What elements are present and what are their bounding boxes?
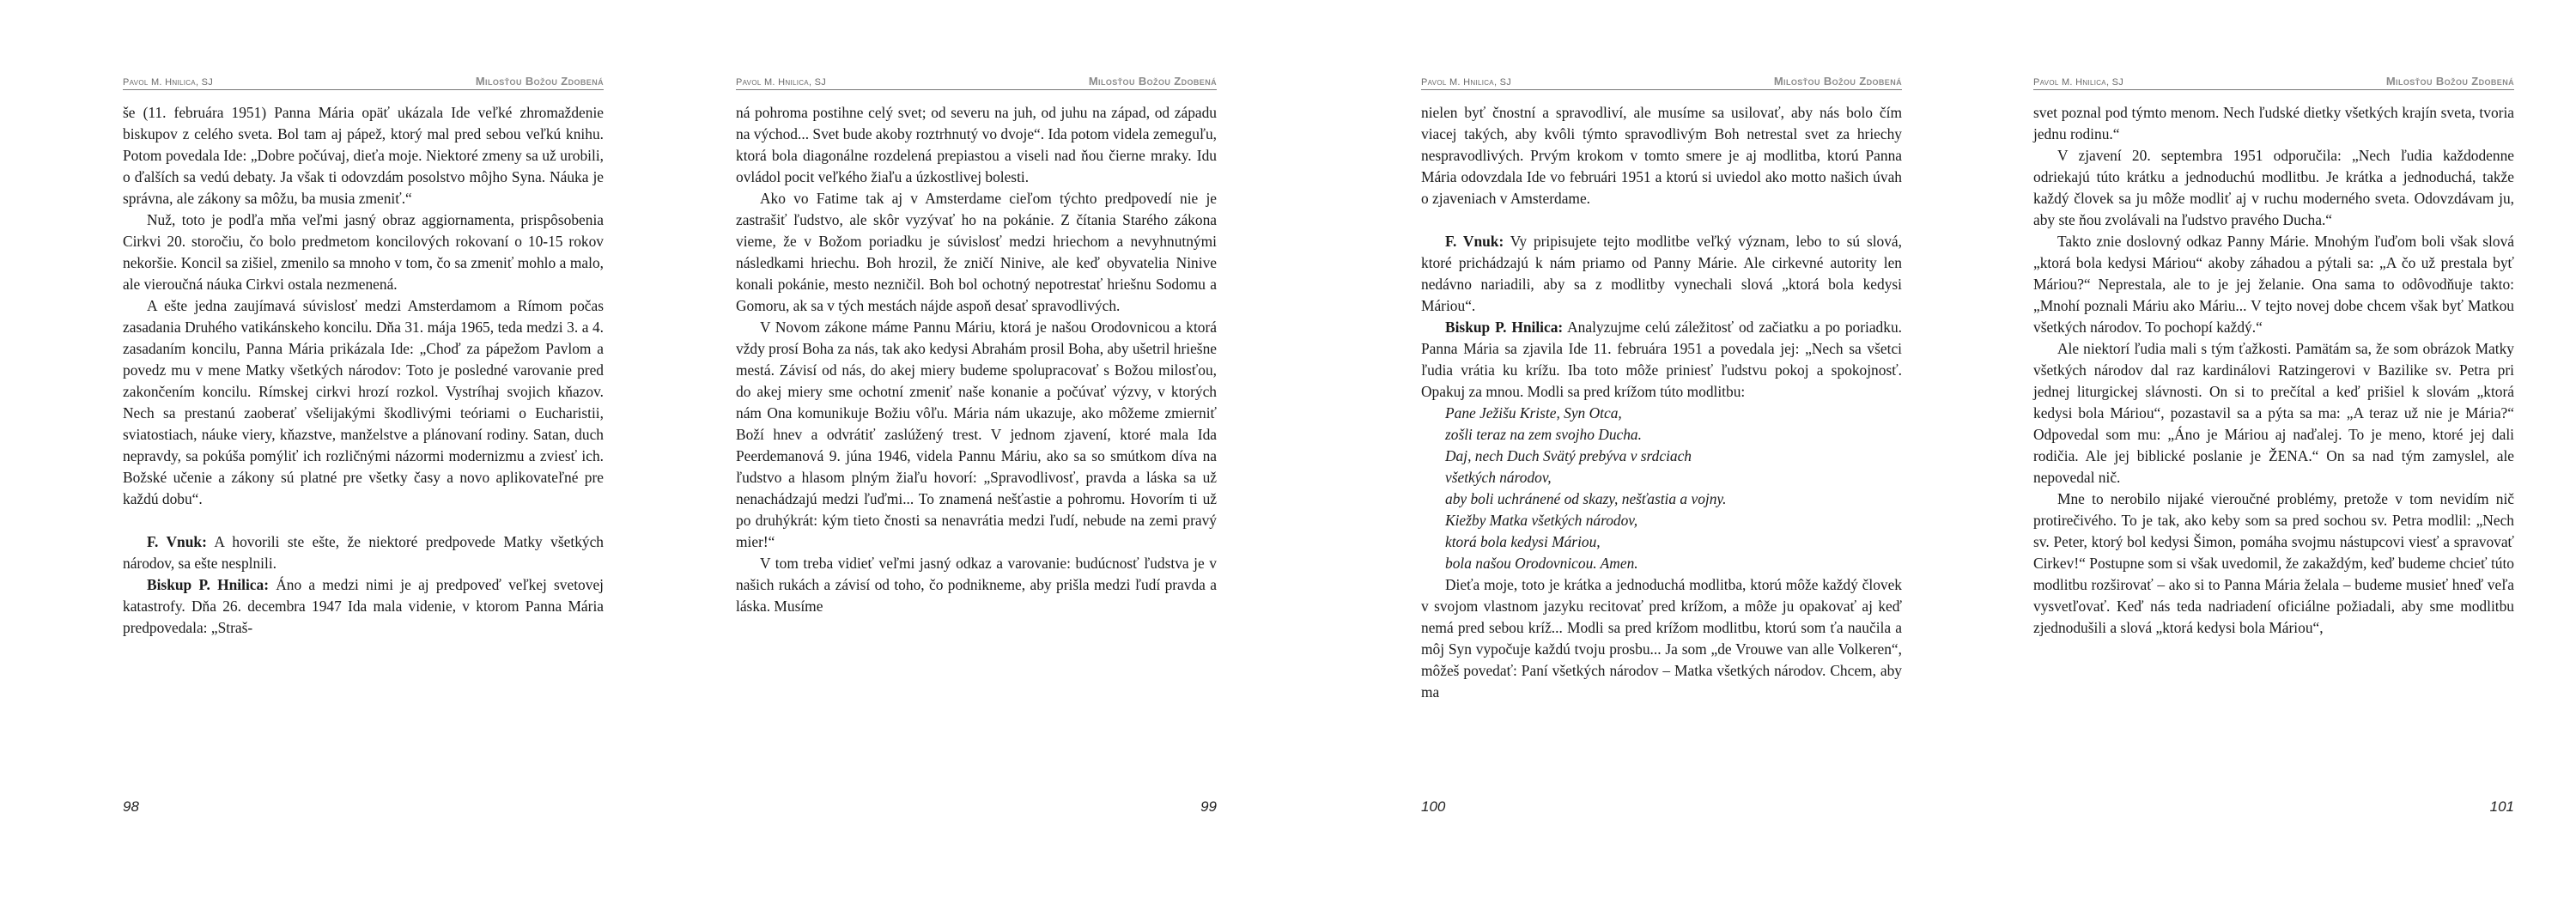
page-body — [736, 102, 1217, 617]
dialogue-paragraph — [1421, 231, 1902, 317]
header-book-title: Milosťou Božou Zdobená — [475, 75, 604, 88]
page-header — [123, 69, 604, 90]
paragraph: Mne to nerobilo nijaké vieroučné problémy, pretože v tom nevidím nič protirečivého. To je tak, ako keby som sa pred sochou sv. Petra modlil: „Nech sv. Peter, ktorý bol kedysi Šimon, pomáha svojmu nástupcovi viesť a spravovať Cirkev!“ Postupne som si však uvedomil, že zakaždým, keď budeme chcieť túto modlitbu rozširovať – ako si to Panna Mária želala – budeme musieť hneď veľa vysvetľovať. Keď nás teda nadriadení oficiálne požiadali, aby sme modlitbu zjednodušili a slová „ktorá kedysi bola Máriou“, — [2033, 490, 2514, 636]
page-body — [2033, 102, 2514, 639]
paragraph: svet poznal pod týmto menom. Nech ľudské dietky všetkých krajín sveta, tvoria jednu rodinu.“ — [2033, 104, 2514, 143]
paragraph: Ale niektorí ľudia mali s tým ťažkosti. Pamätám sa, že som obrázok Matky všetkých národov dal raz kardinálovi Ratzingerovi v Bazilike sv. Petra pri jednej liturgickej slávnosti. On si to prečítal a keď prišiel k slovám „ktorá kedysi bola Máriou“, pozastavil sa a pýta sa ma: „A teraz už nie je Mária?“ Odpovedal som mu: „Áno je Máriou aj naďalej. To je meno, ktoré jej dali rodičia. Ale jej biblické poslanie je ŽENA.“ On sa nad tým zamyslel, ale nepovedal nič. — [2033, 340, 2514, 486]
page-100 — [1421, 69, 1902, 841]
paragraph: Nuž, toto je podľa mňa veľmi jasný obraz aggiornamenta, prispôsobenia Cirkvi 20. storočiu, čo bolo predmetom koncilových rokovaní o 10-15 rokov nekoršie. Koncil sa zišiel, zmenilo sa mnoho v tom, čo sa zmeniť mohlo a malo, ale vieroučná náuka Cirkvi ostala nezmenená. — [123, 211, 604, 293]
page-number: 100 — [1421, 798, 1446, 815]
paragraph: A ešte jedna zaujímavá súvislosť medzi Amsterdamom a Rímom počas zasadania Druhého vatikánskeho koncilu. Dňa 31. mája 1965, teda medzi 3. a 4. zasadaním koncilu, Panna Mária prikázala Ide: „Choď za pápežom Pavlom a povedz mu v mene Matky všetkých národov: Toto je posledné varovanie pred zakončením koncilu. Rímskej cirkvi hrozí rozkol. Vystríhaj svojich kňazov. Nech sa prestanú zaoberať všelijakými škodlivými teóriami o Eucharistii, sviatostiach, náuke viery, kňazstve, manželstve a plánovaní rodiny. Satan, duch nepravdy, sa pokúša pomýliť ich rozličnými názormi modernizmu a zviesť ich. Božské učenie a zákony sú platné pre všetky časy a novo aplikovateľné pre každú dobu“. — [123, 297, 604, 507]
page-header — [2033, 69, 2514, 90]
page-number: 98 — [123, 798, 139, 815]
dialogue-text: Áno a medzi nimi je aj predpoveď veľkej svetovej katastrofy. Dňa 26. decembra 1947 Ida mala videnie, v ktorom Panna Mária predpovedala: „Straš- — [123, 576, 604, 636]
page-body — [1421, 102, 1902, 703]
paragraph: Dieťa moje, toto je krátka a jednoduchá modlitba, ktorú môže každý človek v svojom vlastnom jazyku recitovať pred krížom, a môže ju opakovať aj keď nemá pred sebou kríž... Modli sa pred krížom modlitbu, ktorú som ťa naučila a môj Syn vypočuje každú tvoju prosbu... Ja som „de Vrouwe van alle Volkeren“, môžeš povedať: Paní všetkých národov – Matka všetkých národov. Chcem, aby ma — [1421, 576, 1902, 701]
header-book-title: Milosťou Božou Zdobená — [1773, 75, 1902, 88]
prayer-line: Daj, nech Duch Svätý prebýva v srdciach — [1445, 447, 1692, 464]
header-author: Pavol M. Hnilica, SJ — [123, 77, 214, 88]
prayer-line: Pane Ježišu Kriste, Syn Otca, — [1445, 404, 1622, 422]
paragraph: nielen byť čnostní a spravodliví, ale musíme sa usilovať, aby nás bolo čím viacej takých, aby kvôli týmto spravodlivým Boh netrestal svet za hriechy nespravodlivých. Prvým krokom v tomto smere je aj modlitba, ktorú Panna Mária odovzdala Ide vo februári 1951 a ktorú si uviedol ako motto našich úvah o zjaveniach v Amsterdame. — [1421, 104, 1902, 207]
prayer-block — [1445, 403, 1902, 574]
speaker-label: F. Vnuk: — [147, 533, 207, 550]
header-book-title: Milosťou Božou Zdobená — [1088, 75, 1217, 88]
page-101 — [2033, 69, 2514, 841]
page-body — [123, 102, 604, 639]
header-author: Pavol M. Hnilica, SJ — [1421, 77, 1512, 88]
page-header — [1421, 69, 1902, 90]
dialogue-text: A hovorili ste ešte, že niektoré predpovede Matky všetkých národov, sa ešte nesplnili. — [123, 533, 605, 572]
prayer-line: ktorá bola kedysi Máriou, — [1445, 533, 1601, 550]
header-book-title: Milosťou Božou Zdobená — [2385, 75, 2514, 88]
paragraph: V zjavení 20. septembra 1951 odporučila: „Nech ľudia každodenne odriekajú túto krátku a jednoduchú modlitbu. Je krátka a jednoduchá, takže každý človek sa ju môže modliť aj v ruchu moderného sveta. Odovzdávam ju, aby ste ňou zvolávali na ľudstvo pravého Ducha.“ — [2033, 147, 2514, 228]
dialogue-paragraph — [1421, 317, 1902, 403]
prayer-line: bola našou Orodovnicou. Amen. — [1445, 555, 1638, 572]
dialogue-text: Analyzujme celú záležitosť od začiatku a po poriadku. Panna Mária sa zjavila Ide 11. februára 1951 a povedala jej: „Nech sa všetci ľudia vrátia ku krížu. Iba toto môže priniesť ľudstvu pokoj a spokojnosť. Opakuj za mnou. Modli sa pred krížom túto modlitbu: — [1421, 318, 1902, 400]
page-98 — [123, 69, 604, 841]
paragraph: ná pohroma postihne celý svet; od severu na juh, od juhu na západ, od západu na východ... Svet bude akoby roztrhnutý vo dvoje“. Ida potom videla zemeguľu, ktorá bola diagonálne rozdelená prepiastou a viseli nad ňou čierne mraky. Idu ovládol pocit veľkého žiaľu a úzkostlivej bolesti. — [736, 104, 1217, 185]
dialogue-paragraph — [123, 574, 604, 639]
prayer-line: všetkých národov, — [1445, 469, 1552, 486]
page-header — [736, 69, 1217, 90]
dialogue-paragraph — [123, 531, 604, 574]
speaker-label: Biskup P. Hnilica: — [1445, 318, 1564, 336]
paragraph: V Novom zákone máme Pannu Máriu, ktorá je našou Orodovnicou a ktorá vždy prosí Boha za nás, tak ako kedysi Abrahám prosil Boha, aby ušetril hriešne mestá. Závisí od nás, do akej miery budeme spolupracovať s Božou milosťou, do akej miery sme ochotní zmeniť naše konanie a počúvať výzvy, v ktorých nám Ona komunikuje Božiu vôľu. Mária nám ukazuje, ako môžeme zmierniť Boží hnev a odvrátiť zaslúžený trest. V jednom zjavení, ktoré mala Ida Peerdemanová 9. júna 1946, videla Pannu Máriu, ako sa so smútkom díva na ľudstvo a hlasom plným žiaľu hovorí: „Spravodlivosť, pravda a láska sa už nenachádzajú medzi ľuďmi... To znamená nešťastie a pohromu. Hovorím ti už po druhýkrát: kým tieto čnosti sa nenavrátia medzi ľudí, nebude na zemi pravý mier!“ — [736, 318, 1217, 550]
page-number: 99 — [1200, 798, 1217, 815]
dialogue-text: Vy pripisujete tejto modlitbe veľký význam, lebo to sú slová, ktoré prichádzajú k nám priamo od Panny Márie. Ale cirkevné autority len nedávno nariadili, aby sa z modlitby vynechali slová „ktorá bola kedysi Máriou“. — [1421, 233, 1902, 314]
paragraph: V tom treba vidieť veľmi jasný odkaz a varovanie: budúcnosť ľudstva je v našich rukách a závisí od toho, čo podnikneme, aby prišla medzi ľudí pravda a láska. Musíme — [736, 555, 1217, 615]
page-99 — [736, 69, 1217, 841]
speaker-label: F. Vnuk: — [1445, 233, 1504, 250]
prayer-line: zošli teraz na zem svojho Ducha. — [1445, 426, 1642, 443]
paragraph: še (11. februára 1951) Panna Mária opäť ukázala Ide veľké zhromaždenie biskupov z celého sveta. Bol tam aj pápež, ktorý mal pred sebou veľkú knihu. Potom povedala Ide: „Dobre počúvaj, dieťa moje. Niektoré zmeny sa už urobili, o ďalších sa vedú debaty. Ja však ti odovzdám posolstvo môjho Syna. Náuka je správna, ale zákony sa môžu, ba musia zmeniť.“ — [123, 104, 604, 207]
page-number: 101 — [2489, 798, 2514, 815]
header-author: Pavol M. Hnilica, SJ — [2033, 77, 2124, 88]
speaker-label: Biskup P. Hnilica: — [147, 576, 269, 593]
paragraph: Ako vo Fatime tak aj v Amsterdame cieľom týchto predpovedí nie je zastrašiť ľudstvo, ale skôr vyzývať ho na pokánie. Z čítania Starého zákona vieme, že v Božom poriadku je súvislosť medzi hriechom a nevyhnutnými následkami hriechu. Boh hrozil, že zničí Ninive, ale keď obyvatelia Ninive konali pokánie, mesto nezničil. Boh bol ochotný nepotrestať hriešnu Sodomu a Gomoru, ak sa v tých mestách nájde aspoň desať spravodlivých. — [736, 190, 1217, 314]
prayer-line: Kiežby Matka všetkých národov, — [1445, 512, 1638, 529]
header-author: Pavol M. Hnilica, SJ — [736, 77, 827, 88]
prayer-line: aby boli uchránené od skazy, nešťastia a vojny. — [1445, 490, 1727, 507]
paragraph: Takto znie doslovný odkaz Panny Márie. Mnohým ľuďom boli však slová „ktorá bola kedysi Máriou“ akoby záhadou a pýtali sa: „A čo už prestala byť Máriou?“ Neprestala, ale to je jej želanie. Ona sama to odôvodňuje takto: „Mnohí poznali Máriu ako Máriu... V tejto novej dobe chcem však byť Matkou všetkých národov. To pochopí každý.“ — [2033, 233, 2514, 336]
